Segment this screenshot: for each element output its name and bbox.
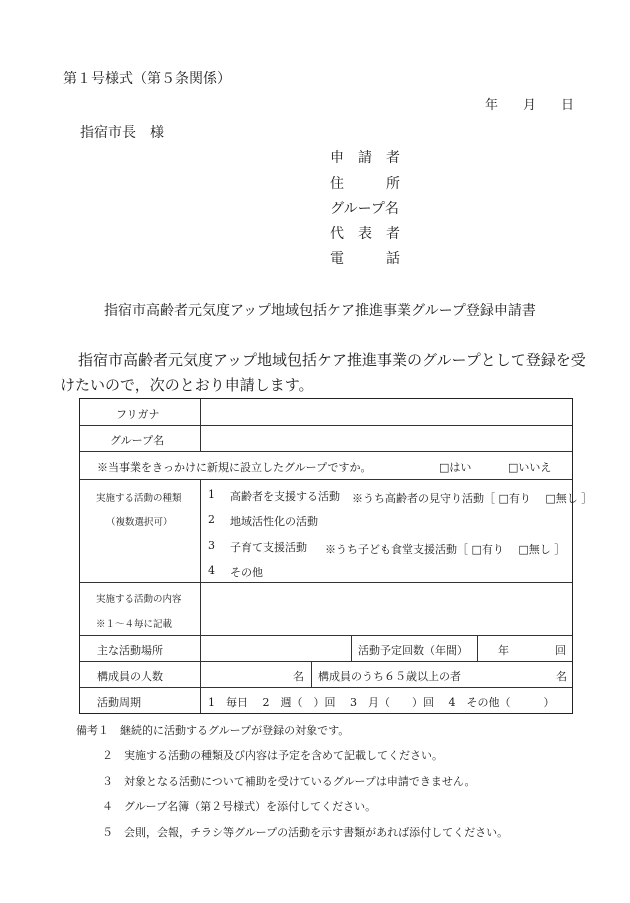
main-location-input[interactable] xyxy=(201,636,350,660)
address-label: 住 所 xyxy=(330,176,400,192)
representative-label: 代 表 者 xyxy=(330,226,400,242)
addressee: 指宿市長 様 xyxy=(80,125,164,141)
activity-3-sub[interactable]: ※うち子ども食堂支援活動［ □有り □無し ］ xyxy=(325,543,566,556)
remark-2: ２ 実施する活動の種類及び内容は予定を含めて記載してください。 xyxy=(102,749,443,762)
activity-type-label: 実施する活動の種類 xyxy=(96,493,182,504)
furigana-label: フリガナ xyxy=(116,408,160,421)
remark-3: ３ 対象となる活動について補助を受けているグループは申請できません。 xyxy=(102,775,476,788)
new-group-question: ※当事業をきっかけに新規に設立したグループですか。 xyxy=(97,461,372,474)
activity-4-checkbox[interactable]: その他 xyxy=(230,566,263,579)
cycle-options[interactable]: 1 毎日 2 週（ ）回 3 月（ ）回 4 その他（ ） xyxy=(208,696,555,709)
new-group-yes-checkbox[interactable]: □はい xyxy=(439,461,472,474)
members-over65-label: 構成員のうち６５歳以上の者 xyxy=(318,670,461,683)
intro-line-2: けたいので，次のとおり申請します。 xyxy=(60,376,314,394)
times-unit: 回 xyxy=(555,644,566,657)
year-unit: 年 xyxy=(498,644,509,657)
activity-4-num: 4 xyxy=(208,564,215,577)
remark-1: 備考１ 継続的に活動するグループが登録の対象です。 xyxy=(76,724,350,737)
main-location-label: 主な活動場所 xyxy=(97,644,163,657)
activity-content-label: 実施する活動の内容 xyxy=(96,594,182,605)
cycle-label: 活動周期 xyxy=(97,696,141,709)
multiple-choice-note: （複数選択可） xyxy=(106,517,173,528)
persons-unit: 名 xyxy=(293,670,304,683)
applicant-label: 申 請 者 xyxy=(330,150,400,166)
page-title: 指宿市高齢者元気度アップ地域包括ケア推進事業グループ登録申請書 xyxy=(104,303,536,319)
planned-count-label: 活動予定回数（年間） xyxy=(358,644,468,657)
group-name-label: グループ名 xyxy=(330,201,399,217)
remark-4: ４ グループ名簿（第２号様式）を添付してください。 xyxy=(102,800,377,813)
furigana-input[interactable] xyxy=(201,400,570,424)
activity-3-num: 3 xyxy=(208,539,215,552)
intro-line-1: 指宿市高齢者元気度アップ地域包括ケア推進事業のグループとして登録を受 xyxy=(78,351,586,369)
remark-5: ５ 会則，会報，チラシ等グループの活動を示す書類があれば添付してください。 xyxy=(102,826,509,839)
group-name-input[interactable] xyxy=(201,426,570,450)
activity-3-checkbox[interactable]: 子育て支援活動 xyxy=(230,541,307,554)
activity-1-checkbox[interactable]: 高齢者を支援する活動 xyxy=(230,490,340,503)
phone-label: 電 話 xyxy=(330,251,400,267)
activity-2-num: 2 xyxy=(208,513,215,526)
persons-unit-2: 名 xyxy=(556,670,567,683)
activity-2-checkbox[interactable]: 地域活性化の活動 xyxy=(230,515,318,528)
application-table xyxy=(79,398,593,714)
date-field[interactable]: 年 月 日 xyxy=(485,98,581,113)
activity-1-num: 1 xyxy=(208,488,215,501)
new-group-no-checkbox[interactable]: □いいえ xyxy=(508,461,552,474)
activity-1-sub[interactable]: ※うち高齢者の見守り活動［ □有り □無し ］ xyxy=(352,492,593,505)
activity-content-note: ※１～４毎に記載 xyxy=(96,619,173,630)
members-label: 構成員の人数 xyxy=(97,670,163,683)
form-number: 第１号様式（第５条関係） xyxy=(63,71,231,87)
activity-content-input[interactable] xyxy=(201,583,570,634)
table-group-name-label: グループ名 xyxy=(110,434,165,447)
